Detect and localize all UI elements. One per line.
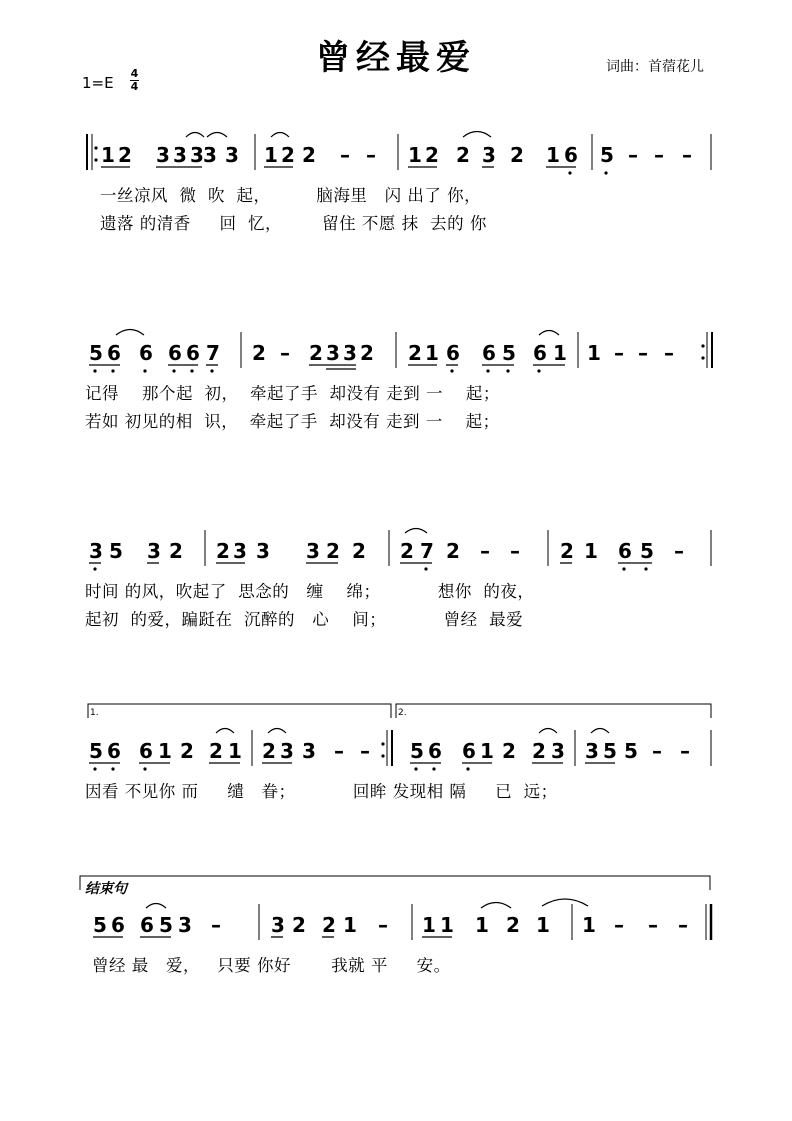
volta-2-label: 2.: [398, 708, 407, 718]
svg-text:1: 1: [553, 341, 567, 365]
svg-text:2: 2: [262, 739, 276, 763]
svg-text:2: 2: [560, 539, 574, 563]
svg-text:3: 3: [326, 341, 340, 365]
svg-text:6: 6: [107, 341, 121, 365]
svg-text:2: 2: [326, 539, 340, 563]
svg-text:–: –: [674, 539, 684, 563]
svg-text:7: 7: [420, 539, 434, 563]
time-signature-bottom: 4: [130, 80, 139, 93]
svg-text:1: 1: [408, 143, 422, 167]
svg-text:5: 5: [159, 913, 173, 937]
lyric-line: 起初 的爱，蹁跹在 沉醉的 心 间； 曾经 最爱: [85, 610, 524, 629]
svg-text:–: –: [652, 739, 662, 763]
svg-text:1: 1: [264, 143, 278, 167]
svg-text:2: 2: [322, 913, 336, 937]
svg-text:–: –: [628, 143, 638, 167]
lyric-line: 若如 初见的相 识， 牵起了手 却没有 走到 一 起；: [85, 412, 500, 431]
svg-text:1: 1: [158, 739, 172, 763]
svg-text:5: 5: [410, 739, 424, 763]
svg-text:2: 2: [292, 913, 306, 937]
svg-text:5: 5: [109, 539, 123, 563]
svg-text:6: 6: [482, 341, 496, 365]
system-4: [0, 700, 792, 810]
svg-text:2: 2: [216, 539, 230, 563]
svg-text:1: 1: [101, 143, 115, 167]
svg-text:6: 6: [462, 739, 476, 763]
svg-text:2: 2: [456, 143, 470, 167]
svg-text:6: 6: [564, 143, 578, 167]
svg-text:3: 3: [256, 539, 270, 563]
svg-text:–: –: [366, 143, 376, 167]
svg-text:3: 3: [551, 739, 565, 763]
svg-text:2: 2: [502, 739, 516, 763]
svg-text:6: 6: [111, 913, 125, 937]
svg-text:2: 2: [506, 913, 520, 937]
svg-text:2: 2: [118, 143, 132, 167]
svg-text:3: 3: [173, 143, 187, 167]
lyric-line: 因看 不见你 而 缱 眷； 回眸 发现相 隔 已 远；: [85, 782, 558, 801]
svg-text:2: 2: [180, 739, 194, 763]
svg-text:2: 2: [425, 143, 439, 167]
svg-text:3: 3: [225, 143, 239, 167]
time-signature: [130, 68, 139, 93]
svg-text:3: 3: [306, 539, 320, 563]
svg-text:6: 6: [533, 341, 547, 365]
svg-text:6: 6: [140, 913, 154, 937]
svg-text:1: 1: [475, 913, 489, 937]
svg-text:1: 1: [546, 143, 560, 167]
svg-text:–: –: [614, 913, 624, 937]
svg-text:5: 5: [502, 341, 516, 365]
svg-text:6: 6: [139, 739, 153, 763]
svg-text:–: –: [360, 739, 370, 763]
svg-text:3: 3: [156, 143, 170, 167]
svg-text:1: 1: [584, 539, 598, 563]
lyric-line: 时间 的风，吹起了 思念的 缠 绵； 想你 的夜，: [85, 582, 535, 601]
svg-text:5: 5: [640, 539, 654, 563]
svg-text:1: 1: [587, 341, 601, 365]
svg-text:2: 2: [302, 143, 316, 167]
svg-text:–: –: [614, 341, 624, 365]
svg-text:1: 1: [536, 913, 550, 937]
svg-text:–: –: [211, 913, 221, 937]
svg-text:2: 2: [400, 539, 414, 563]
svg-text:–: –: [378, 913, 388, 937]
svg-text:5: 5: [93, 913, 107, 937]
credit: 词曲：首蓿花儿: [606, 59, 704, 75]
svg-text:6: 6: [446, 341, 460, 365]
svg-text:–: –: [682, 143, 692, 167]
svg-text:3: 3: [178, 913, 192, 937]
svg-text:3: 3: [343, 341, 357, 365]
svg-text:–: –: [334, 739, 344, 763]
svg-text:3: 3: [233, 539, 247, 563]
svg-text:3: 3: [190, 143, 204, 167]
svg-text:–: –: [648, 913, 658, 937]
svg-text:–: –: [510, 539, 520, 563]
svg-text:7: 7: [206, 341, 220, 365]
svg-text:6: 6: [107, 739, 121, 763]
volta-1-label: 1.: [90, 708, 99, 718]
svg-text:3: 3: [280, 739, 294, 763]
time-signature-top: 4: [130, 67, 139, 80]
lyric-line: 一丝凉风 微 吹 起， 脑海里 闪 出了 你，: [100, 186, 482, 205]
svg-text:1: 1: [343, 913, 357, 937]
svg-text:–: –: [340, 143, 350, 167]
svg-text:–: –: [280, 341, 290, 365]
svg-text:2: 2: [446, 539, 460, 563]
svg-text:5: 5: [600, 143, 614, 167]
svg-text:3: 3: [482, 143, 496, 167]
svg-text:6: 6: [168, 341, 182, 365]
system-2: [0, 318, 792, 431]
ending-label: 结束句: [85, 881, 127, 897]
svg-text:–: –: [638, 341, 648, 365]
svg-text:3: 3: [89, 539, 103, 563]
svg-text:3: 3: [302, 739, 316, 763]
svg-text:1: 1: [582, 913, 596, 937]
svg-text:6: 6: [186, 341, 200, 365]
svg-text:–: –: [678, 913, 688, 937]
svg-text:2: 2: [532, 739, 546, 763]
svg-text:–: –: [664, 341, 674, 365]
svg-text:2: 2: [309, 341, 323, 365]
system-1: [0, 120, 792, 233]
svg-text:3: 3: [271, 913, 285, 937]
svg-text:2: 2: [169, 539, 183, 563]
svg-text:2: 2: [209, 739, 223, 763]
notation-system-4: [0, 700, 792, 780]
lyric-line: 曾经 最 爱， 只要 你好 我就 平 安。: [92, 956, 451, 975]
svg-text:5: 5: [624, 739, 638, 763]
svg-text:2: 2: [281, 143, 295, 167]
svg-text:–: –: [654, 143, 664, 167]
svg-text:2: 2: [510, 143, 524, 167]
svg-text:–: –: [480, 539, 490, 563]
svg-text:6: 6: [618, 539, 632, 563]
lyric-line: 遗落 的清香 回 忆， 留住 不愿 抹 去的 你: [100, 214, 487, 233]
svg-text:1: 1: [422, 913, 436, 937]
svg-text:–: –: [680, 739, 690, 763]
svg-text:3: 3: [585, 739, 599, 763]
system-3: [0, 516, 792, 629]
svg-text:3: 3: [147, 539, 161, 563]
svg-text:5: 5: [89, 739, 103, 763]
svg-text:6: 6: [428, 739, 442, 763]
svg-text:5: 5: [89, 341, 103, 365]
svg-text:2: 2: [408, 341, 422, 365]
svg-text:2: 2: [352, 539, 366, 563]
svg-text:2: 2: [360, 341, 374, 365]
song-title: 曾经最爱: [316, 38, 476, 78]
lyric-line: 记得 那个起 初， 牵起了手 却没有 走到 一 起；: [85, 384, 500, 403]
svg-text:3: 3: [203, 143, 217, 167]
system-5: [0, 872, 792, 982]
svg-text:1: 1: [440, 913, 454, 937]
svg-text:5: 5: [603, 739, 617, 763]
svg-text:1: 1: [480, 739, 494, 763]
key-signature: 1=E: [82, 74, 114, 92]
svg-text:2: 2: [252, 341, 266, 365]
svg-text:1: 1: [228, 739, 242, 763]
svg-text:1: 1: [425, 341, 439, 365]
svg-text:6: 6: [139, 341, 153, 365]
